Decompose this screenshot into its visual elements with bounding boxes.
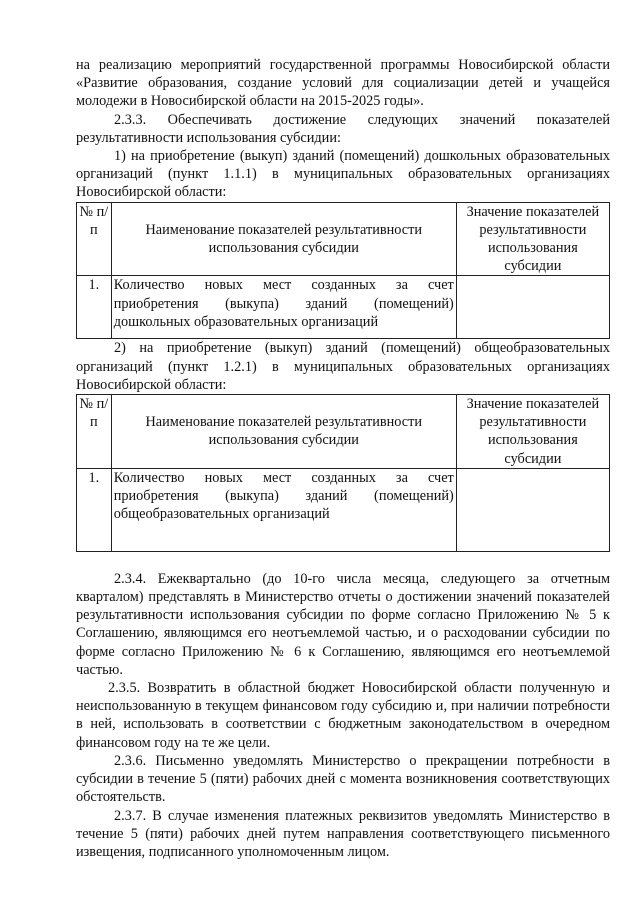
document-page (76, 56, 610, 861)
item-1-paragraph: 1) на приобретение (выкуп) зданий (помещений) дошкольных образовательных организаций (пункт 1.1.1) в муниципальных образовательных организациях Новосибирской области: (76, 148, 610, 201)
clause-2-3-4: 2.3.4. Ежеквартально (до 10-го числа месяца, следующего за отчетным кварталом) представлять в Министерство отчеты о достижении значений показателей результативности использования субсидии по форме согласно Приложению № 5 к Соглашению, являющимся его неотъемлемой частью, и о расходовании субсидии по форме согласно Приложению № 6 к Соглашению, являющимся его неотъемлемой частью. (76, 570, 610, 678)
clause-2-3-6: 2.3.6. Письменно уведомлять Министерство о прекращении потребности в субсидии в течение 5 (пяти) рабочих дней с момента возникновения соответствующих обстоятельств. (76, 752, 610, 806)
header-name: Наименование показателей результативности использования субсидии (111, 395, 456, 469)
spacer (76, 552, 610, 570)
row-value (456, 276, 609, 339)
item-2-paragraph: 2) на приобретение (выкуп) зданий (помещений) общеобразовательных организаций (пункт 1.2.1) в муниципальных образовательных организациях Новосибирской области: (76, 340, 610, 393)
clause-2-3-7: 2.3.7. В случае изменения платежных реквизитов уведомлять Министерство в течение 5 (пяти) рабочих дней путем направления соответствующего письменного извещения, подписанного уполномоченным лицом. (76, 807, 610, 860)
table-header-row (77, 202, 610, 276)
header-num: № п/п (77, 202, 112, 276)
header-name: Наименование показателей результативности использования субсидии (111, 202, 456, 276)
clause-2-3-3: 2.3.3. Обеспечивать достижение следующих значений показателей результативности использования субсидии: (76, 111, 610, 146)
table-row (77, 276, 610, 339)
indicators-table-general (76, 394, 610, 552)
table-header-row (77, 395, 610, 469)
intro-paragraph: на реализацию мероприятий государственной программы Новосибирской области «Развитие образования, создание условий для социализации детей и учащейся молодежи в Новосибирской области на 2015-2025 годы». (76, 57, 610, 110)
row-value (456, 468, 609, 551)
clause-2-3-5: 2.3.5. Возвратить в областной бюджет Новосибирской области полученную и неиспользованную в текущем финансовом году субсидию и, при наличии потребности в ней, использовать в соответствии с бюджетным законодательством в очередном финансовом году на те же цели. (76, 680, 610, 751)
row-num: 1. (77, 276, 112, 339)
table-row (77, 468, 610, 551)
header-value: Значение показателей результативности использования субсидии (456, 395, 609, 469)
indicators-table-preschool (76, 202, 610, 340)
header-value: Значение показателей результативности использования субсидии (456, 202, 609, 276)
header-num: № п/п (77, 395, 112, 469)
row-name: Количество новых мест созданных за счет приобретения (выкупа) зданий (помещений) общеобразовательных организаций (111, 468, 456, 551)
row-num: 1. (77, 468, 112, 551)
row-name: Количество новых мест созданных за счет приобретения (выкупа) зданий (помещений) дошкольных образовательных организаций (111, 276, 456, 339)
